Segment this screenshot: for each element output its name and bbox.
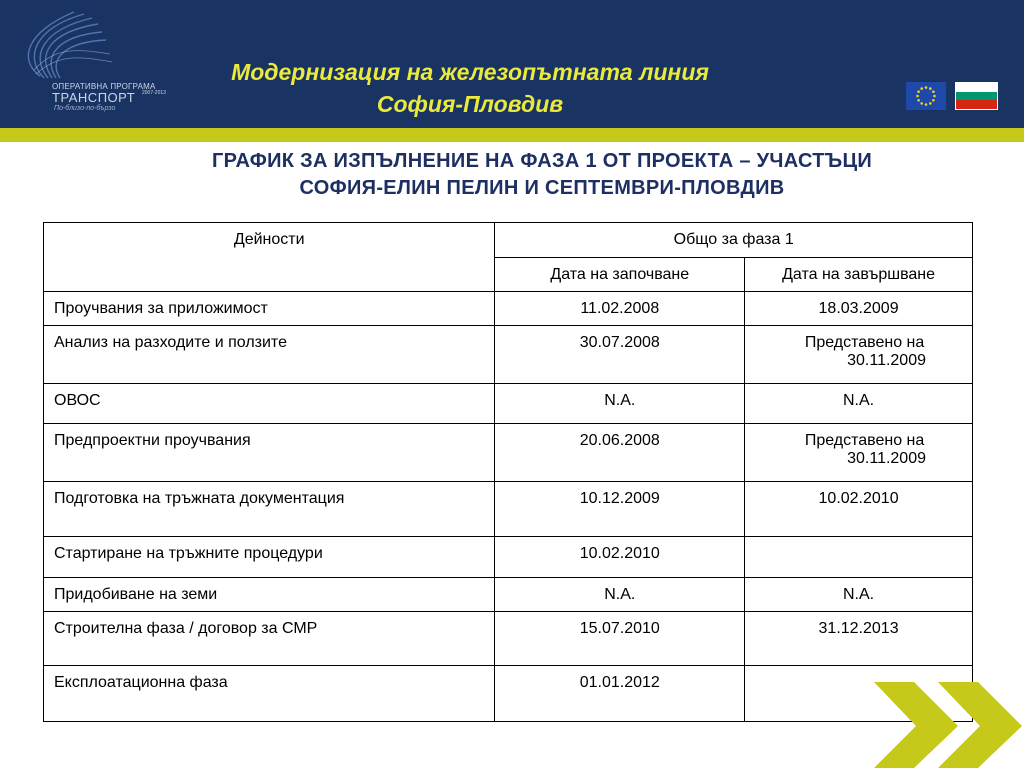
end-date-cell <box>745 424 973 482</box>
end-date-cell: 10.02.2010 <box>745 482 973 537</box>
table-row <box>44 612 973 666</box>
header-start-date: Дата на започване <box>495 258 745 292</box>
end-date-cell <box>745 326 973 384</box>
slide-title-line2: София-Пловдив <box>376 91 564 117</box>
start-date-cell: 30.07.2008 <box>495 326 745 384</box>
header-phase-total: Общо за фаза 1 <box>495 223 973 258</box>
logo-slogan: По-близо-по-бързо <box>54 105 116 112</box>
program-logo <box>14 8 194 120</box>
end-date-note: Представено на <box>804 432 925 449</box>
activity-cell: Предпроектни проучвания <box>44 424 495 482</box>
activity-cell: ОВОС <box>44 384 495 424</box>
table-header-row <box>44 223 973 258</box>
start-date-cell: 10.12.2009 <box>495 482 745 537</box>
start-date-cell: 11.02.2008 <box>495 292 745 326</box>
table-row <box>44 326 973 384</box>
table-row <box>44 292 973 326</box>
header-activities: Дейности <box>44 223 495 292</box>
start-date-cell: 01.01.2012 <box>495 666 745 722</box>
bulgaria-flag-icon <box>955 82 998 110</box>
end-date-cell: N.A. <box>745 578 973 612</box>
table-row <box>44 482 973 537</box>
logo-text-program: ОПЕРАТИВНА ПРОГРАМА <box>52 82 156 91</box>
eu-flag-icon <box>906 82 946 110</box>
activity-cell: Подготовка на тръжната документация <box>44 482 495 537</box>
activity-cell: Проучвания за приложимост <box>44 292 495 326</box>
schedule-table <box>43 222 973 722</box>
activity-cell: Анализ на разходите и ползите <box>44 326 495 384</box>
activity-cell: Строителна фаза / договор за СМР <box>44 612 495 666</box>
end-date-value: 30.11.2009 <box>847 352 926 369</box>
table-row <box>44 384 973 424</box>
table-row <box>44 578 973 612</box>
slide-subtitle-line2: СОФИЯ-ЕЛИН ПЕЛИН И СЕПТЕМВРИ-ПЛОВДИВ <box>299 177 785 199</box>
chevron-arrows-icon <box>868 676 1024 768</box>
header-accent-stripe <box>0 128 1024 142</box>
end-date-cell: 31.12.2013 <box>745 612 973 666</box>
logo-text-transport: ТРАНСПОРТ <box>52 90 136 105</box>
table-row <box>44 424 973 482</box>
logo-swirl-icon <box>14 8 124 88</box>
end-date-cell: N.A. <box>745 384 973 424</box>
end-date-value: 30.11.2009 <box>847 450 926 467</box>
activity-cell: Експлоатационна фаза <box>44 666 495 722</box>
activity-cell: Стартиране на тръжните процедури <box>44 537 495 578</box>
start-date-cell: N.A. <box>495 578 745 612</box>
header-end-date: Дата на завършване <box>745 258 973 292</box>
end-date-cell: 18.03.2009 <box>745 292 973 326</box>
table-row <box>44 537 973 578</box>
end-date-note: Представено на <box>804 334 925 351</box>
logo-text-years: 2007-2013 <box>142 90 166 96</box>
table-row <box>44 666 973 722</box>
start-date-cell: 15.07.2010 <box>495 612 745 666</box>
start-date-cell: 20.06.2008 <box>495 424 745 482</box>
slide-title <box>220 56 720 120</box>
end-date-cell <box>745 537 973 578</box>
slide-subtitle-line1: ГРАФИК ЗА ИЗПЪЛНЕНИЕ НА ФАЗА 1 ОТ ПРОЕКТА – УЧАСТЪЦИ <box>211 150 873 172</box>
activity-cell: Придобиване на земи <box>44 578 495 612</box>
start-date-cell: 10.02.2010 <box>495 537 745 578</box>
slide-title-line1: Модернизация на железопътната линия <box>231 59 709 85</box>
slide-subtitle <box>100 148 984 202</box>
start-date-cell: N.A. <box>495 384 745 424</box>
